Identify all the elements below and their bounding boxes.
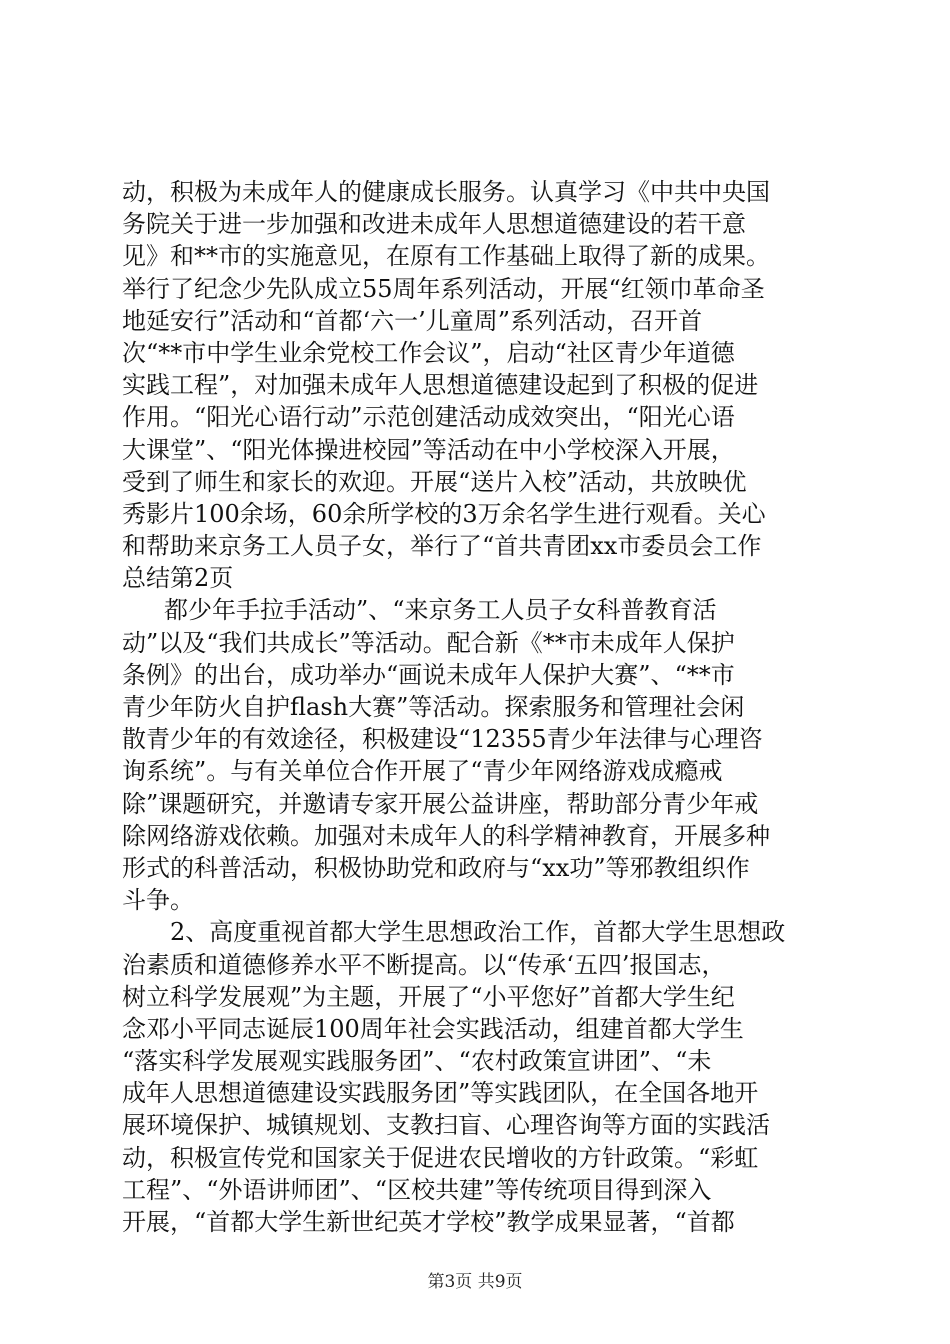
text-line: 实践工程”，对加强未成年人思想道德建设起到了积极的促进 (122, 371, 759, 400)
text-line: 树立科学发展观”为主题，开展了“小平您好”首都大学生纪 (122, 982, 735, 1011)
text-line: 大课堂”、“阳光体操进校园”等活动在中小学校深入开展， (122, 435, 735, 464)
text-line: 念邓小平同志诞辰100周年社会实践活动，组建首都大学生 (122, 1014, 744, 1043)
text-line: 动”以及“我们共成长”等活动。配合新《**市未成年人保护 (122, 628, 735, 657)
text-line: 成年人思想道德建设实践服务团”等实践团队，在全国各地开 (122, 1079, 759, 1108)
body-text (122, 176, 834, 1238)
text-line: 询系统”。与有关单位合作开展了“青少年网络游戏成瘾戒 (122, 757, 723, 786)
text-line: 除”课题研究，并邀请专家开展公益讲座，帮助部分青少年戒 (122, 789, 759, 818)
text-line: 条例》的出台，成功举办“画说未成年人保护大赛”、“**市 (122, 660, 735, 689)
text-line: 2、高度重视首都大学生思想政治工作，首都大学生思想政 (170, 918, 786, 947)
page-number-footer: 第3页 共9页 (427, 1272, 523, 1292)
text-line: 散青少年的有效途径，积极建设“12355青少年法律与心理咨 (122, 725, 763, 754)
text-line: 务院关于进一步加强和改进未成年人思想道德建设的若干意 (122, 210, 746, 239)
text-line: 见》和**市的实施意见，在原有工作基础上取得了新的成果。 (122, 242, 770, 271)
text-line: 青少年防火自护flash大赛”等活动。探索服务和管理社会闲 (122, 693, 745, 721)
text-line: 和帮助来京务工人员子女，举行了“首共青团xx市委员会工作 (122, 532, 762, 561)
text-line: 地延安行”活动和“首都‘六一’儿童周”系列活动，召开首 (122, 306, 703, 335)
text-line: “落实科学发展观实践服务团”、“农村政策宣讲团”、“未 (122, 1047, 712, 1076)
text-line: 总结第2页 (122, 564, 234, 593)
text-line: 举行了纪念少先队成立55周年系列活动，开展“红领巾革命圣 (122, 274, 765, 303)
text-line: 展环境保护、城镇规划、支教扫盲、心理咨询等方面的实践活 (122, 1111, 770, 1140)
text-line: 治素质和道德修养水平不断提高。以“传承‘五四’报国志， (122, 950, 726, 979)
text-line: 除网络游戏依赖。加强对未成年人的科学精神教育，开展多种 (122, 821, 770, 850)
text-line: 动，积极为未成年人的健康成长服务。认真学习《中共中央国 (122, 178, 770, 206)
text-line: 形式的科普活动，积极协助党和政府与“xx功”等邪教组织作 (122, 853, 750, 882)
text-line: 开展，“首都大学生新世纪英才学校”教学成果显著，“首都 (122, 1208, 735, 1236)
text-line: 动，积极宣传党和国家关于促进农民增收的方针政策。“彩虹 (122, 1143, 759, 1172)
text-line: 次“**市中学生业余党校工作会议”，启动“社区青少年道德 (122, 338, 735, 367)
text-line: 都少年手拉手活动”、“来京务工人员子女科普教育活 (164, 596, 717, 625)
text-line: 秀影片100余场，60余所学校的3万余名学生进行观看。关心 (122, 499, 766, 528)
text-line: 作用。“阳光心语行动”示范创建活动成效突出，“阳光心语 (122, 403, 735, 432)
text-line: 工程”、“外语讲师团”、“区校共建”等传统项目得到深入 (122, 1175, 712, 1204)
text-line: 斗争。 (122, 886, 194, 915)
text-line: 受到了师生和家长的欢迎。开展“送片入校”活动，共放映优 (122, 467, 747, 496)
